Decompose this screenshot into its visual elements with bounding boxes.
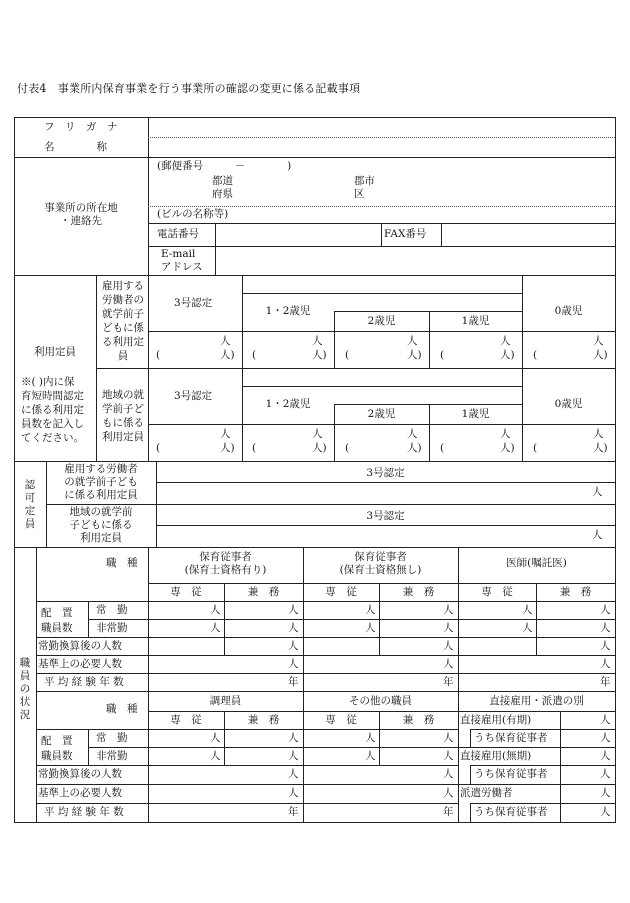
form-table: フ リ ガ ナ 名 称 事業所の所在地 ・連絡先 (郵便番号 － ) 都道 府県 郡市 区 (ビルの名称等) 電話番号 FAX番号 E-mail アドレス 利用定員 ※( )内に保 育短時間認定 に係る利用定 員数を記入し てください。 雇用する 労働者の 就学前子 どもに係 る利用定 員 地域の就 学前子ど もに係る 利用定員 3号認定 1・2歳児 2歳児 1歳児 0歳児 人 人 人 人 人 ( 人) ( 人) ( 人) ( 人) ( 人) 3号認定 1・2歳児 2歳児 1歳児 0歳児 人 人 人 人 人 ( 人) ( 人) ( 人) ( 人) ( 人) 認 可 定 員 雇用する労働者 の就学前子ども に係る利用定員 3号認定 人 地域の就学前 子どもに係る 利用定員 3号認定 人 職 員 の 状 況 職 種 保育従事者 (保育士資格有り) 保育従事者 (保育士資格無し) 医師(嘱託医) 専 従 兼 務 専 従 兼 務 専 従 兼 務 配 置 職員数 常 勤 非常勤 常勤換算後の人数 基準上の必要人数 平 均 経 験 年 数 人 人 人 人 人 人 人 人 人 人 人 人 人 人 人 人 人 人 年 年 年 職 種 調理員 その他の職員 直接雇用・派遣の別 専 従 兼 務 専 従 兼 務 配 置 職員数 常 勤 非常勤 常勤換算後の人数 基準上の必要人数 平 均 経 験 年 数 人 人 人 人 人 人 人 人 人 人 人 人 年 年 直接雇用(有期) 人 うち保育従事者 人 直接雇用(無期) 人 うち保育従事者 人 派遣労働者 人 うち保育従事者 人 [14, 117, 616, 823]
parttime-label: 非常勤 [96, 622, 128, 634]
postal-code-label: (郵便番号 － ) [157, 160, 292, 172]
capacity-note: ※( )内に保 育短時間認定 に係る利用定 員数を記入し てください。 [21, 376, 84, 444]
direct-permanent-label: 直接雇用(無期) [460, 750, 532, 762]
prefecture-label: 都道 府県 [212, 175, 233, 200]
furigana-label: フ リ ガ ナ [44, 121, 118, 133]
name-label: 名 称 [44, 141, 107, 153]
email-label: E-mail アドレス [161, 248, 203, 273]
fte-label: 常勤換算後の人数 [38, 640, 122, 652]
approved-capacity-label: 認 可 定 員 [24, 479, 36, 530]
nursery-staff-licensed-header: 保育従事者 (保育士資格有り) [184, 551, 267, 576]
age-1-label: 1歳児 [461, 315, 490, 327]
address-label: 事業所の所在地 ・連絡先 [44, 202, 118, 227]
age-2-label: 2歳児 [367, 315, 396, 327]
age-0-label: 0歳児 [554, 305, 583, 317]
assigned-staff-label: 配 置 職員数 [41, 607, 73, 634]
fax-label: FAX番号 [384, 228, 427, 240]
cook-header: 調理員 [209, 695, 242, 707]
staff-status-label: 職 員 の 状 況 [19, 657, 31, 721]
doctor-header: 医師(嘱託医) [506, 557, 567, 569]
community-children-capacity-label: 地域の就 学前子ど もに係る 利用定員 [102, 389, 144, 443]
fulltime-label: 常 勤 [96, 604, 128, 616]
capacity-label: 利用定員 [34, 346, 76, 358]
approved-employee-children-label: 雇用する労働者 の就学前子ども に係る利用定員 [64, 463, 138, 501]
building-label: (ビルの名称等) [157, 208, 229, 220]
group3-label: 3号認定 [174, 297, 213, 309]
avg-experience-label: 平 均 経 験 年 数 [44, 676, 124, 688]
tel-label: 電話番号 [157, 228, 199, 240]
age-1-2-label: 1・2歳児 [265, 305, 311, 317]
job-type-label: 職 種 [106, 557, 138, 569]
city-label: 郡市 区 [354, 175, 375, 200]
employee-children-capacity-label: 雇用する 労働者の 就学前子 どもに係 る利用定 員 [102, 280, 144, 362]
direct-fixed-term-label: 直接雇用(有期) [460, 714, 532, 726]
required-staff-label: 基準上の必要人数 [38, 658, 122, 670]
approved-community-children-label: 地域の就学前 子どもに係る 利用定員 [69, 506, 133, 544]
employment-type-header: 直接雇用・派遣の別 [489, 695, 584, 707]
dispatched-worker-label: 派遣労働者 [460, 787, 513, 799]
other-staff-header: その他の職員 [349, 695, 412, 707]
nursery-staff-unlicensed-header: 保育従事者 (保育士資格無し) [339, 551, 422, 576]
page-title: 付表4 事業所内保育事業を行う事業所の確認の変更に係る記載事項 [17, 82, 361, 95]
